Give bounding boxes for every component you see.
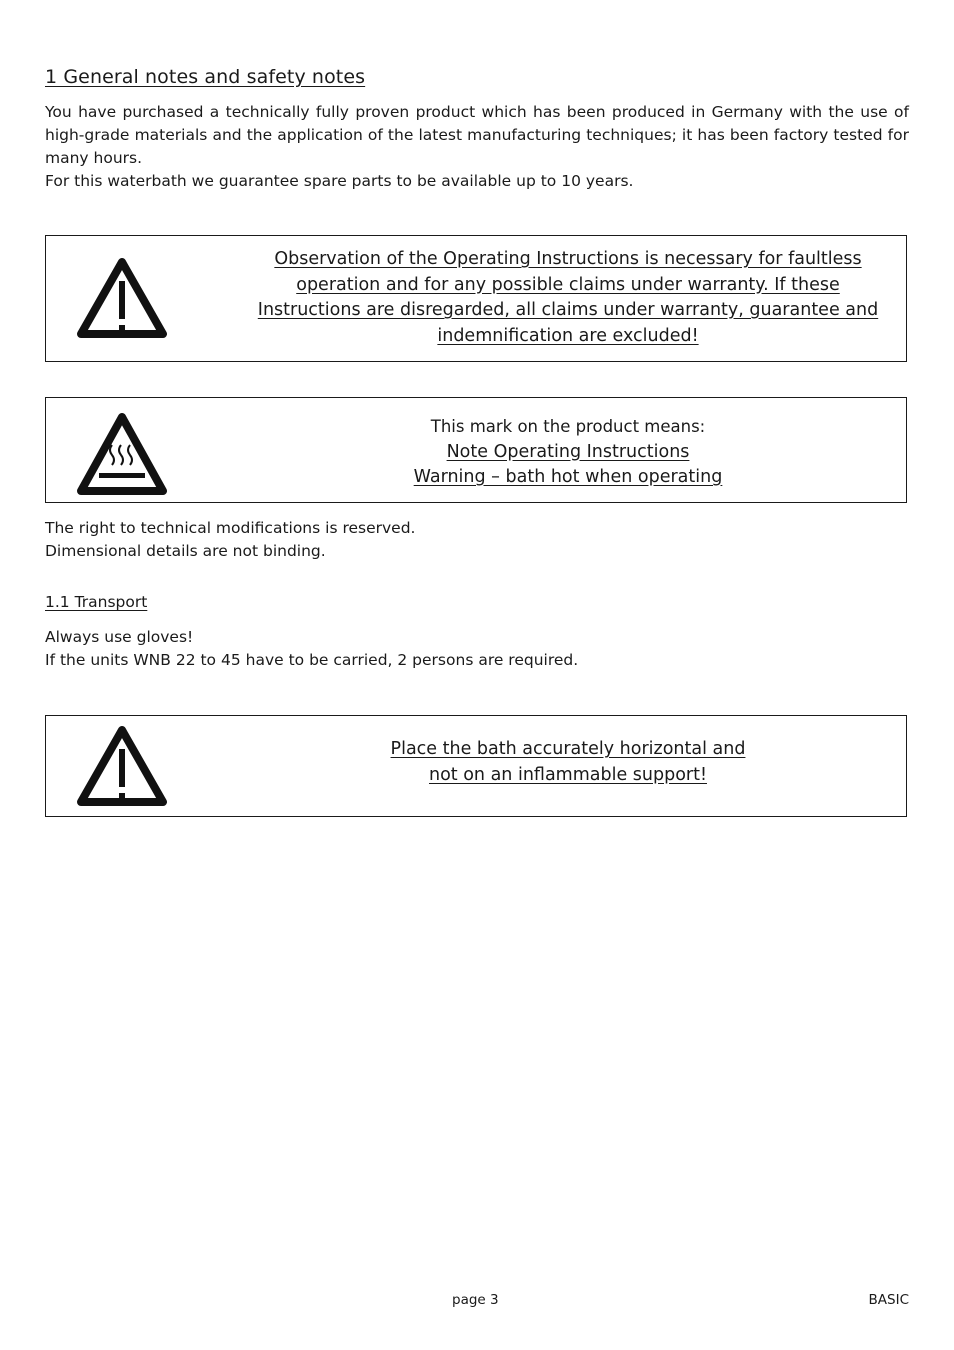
remarks [45,517,415,563]
placement-notice-box [45,715,907,817]
warning-triangle-icon [73,254,171,342]
remark-line: Dimensional details are not binding. [45,542,326,560]
hot-surface-intro: This mark on the product means: [430,417,706,436]
intro-paragraph: For this waterbath we guarantee spare parts to be available up to 10 years. [45,172,634,190]
hot-surface-notice-text [254,414,882,491]
transport-title: 1.1 Transport [45,593,148,611]
page-number: page 3 [452,1292,499,1308]
remark-line: The right to technical modifications is reserved. [45,519,416,537]
warranty-notice-text: Observation of the Operating Instructions is necessary for faultless operation and for any possible claims under warranty. If these Instructions are disregarded, all claims under warranty, guarantee and indemnification are excluded! [257,249,879,346]
transport-text [45,626,578,672]
intro-text [45,101,909,193]
hot-surface-line-1: Note Operating Instructions [446,441,690,462]
intro-paragraph: You have purchased a technically fully proven product which has been produced in Germany with the use of high-grade materials and the application of the latest manufacturing techniques; it has been factory tested for many hours. [45,103,909,167]
transport-line: If the units WNB 22 to 45 have to be carried, 2 persons are required. [45,651,579,669]
warning-triangle-icon [73,722,171,810]
placement-line-2: not on an inflammable support! [429,764,707,785]
document-label: BASIC [868,1292,909,1308]
transport-line: Always use gloves! [45,628,194,646]
hot-surface-notice-box [45,397,907,503]
placement-line-1: Place the bath accurately horizontal and [390,739,746,759]
hot-surface-warning-icon [73,409,171,499]
placement-notice-text [254,737,882,788]
section-title: 1 General notes and safety notes [45,66,366,88]
warranty-notice-box [45,235,907,362]
hot-surface-line-2: Warning – bath hot when operating [413,467,723,487]
